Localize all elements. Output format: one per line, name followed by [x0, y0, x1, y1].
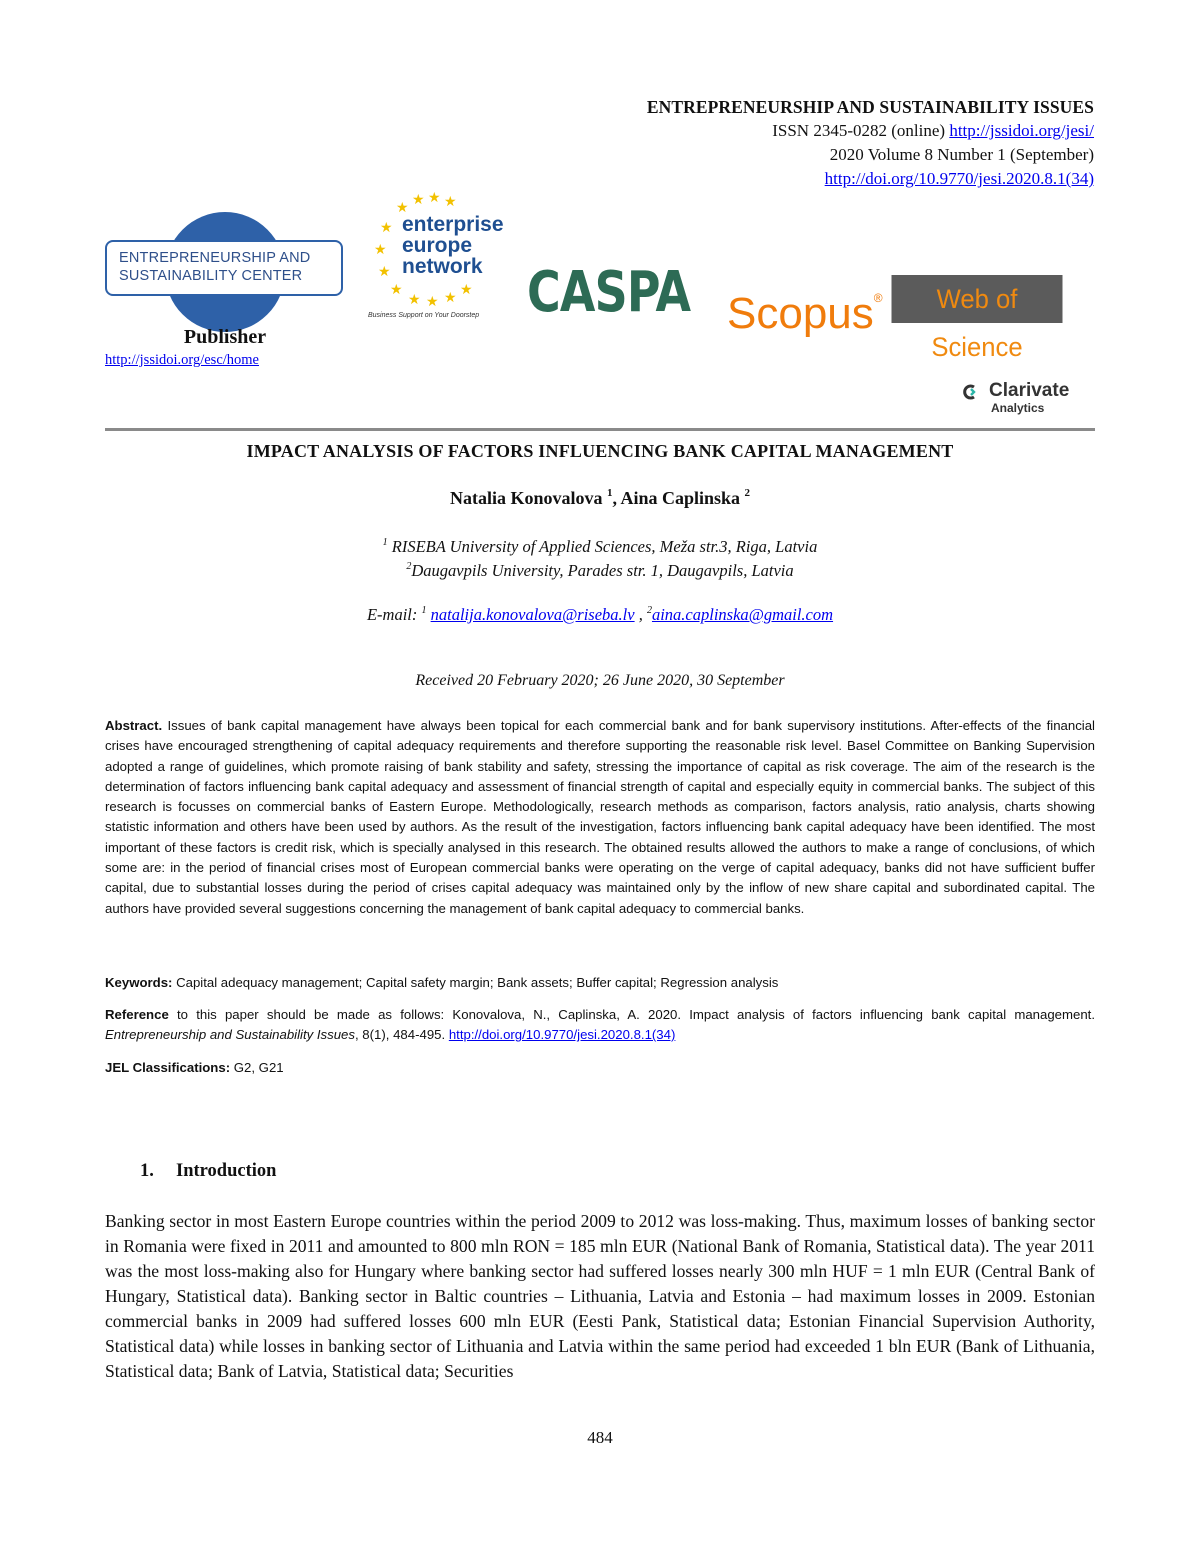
jel-label: JEL Classifications: — [105, 1060, 231, 1075]
star-icon: ★ — [380, 221, 393, 236]
reference-doi-link[interactable]: http://doi.org/10.9770/jesi.2020.8.1(34) — [448, 1027, 676, 1043]
clarivate-logo — [963, 380, 1083, 416]
page-number: 484 — [587, 1428, 613, 1447]
scopus-logo — [727, 272, 883, 340]
email-line — [105, 605, 1095, 625]
star-icon: ★ — [396, 201, 409, 216]
section-heading — [140, 1161, 276, 1182]
affiliation-2-text: Daugavpils University, Parades str. 1, Daugavpils, Latvia — [411, 561, 794, 580]
reference — [105, 1005, 1095, 1046]
star-icon: ★ — [444, 195, 457, 210]
esc-logo-line2: SUSTAINABILITY CENTER — [119, 268, 303, 284]
star-icon: ★ — [408, 293, 421, 308]
email-2-sup: 2 — [646, 605, 652, 616]
header-divider — [105, 428, 1095, 431]
author-2-sup: 2 — [744, 487, 751, 499]
affiliation-2-sup: 2 — [406, 561, 412, 572]
issn-label: ISSN 2345-0282 (online) — [772, 121, 946, 140]
reference-journal: Entrepreneurship and Sustainability Issues — [105, 1027, 355, 1043]
received-dates: Received 20 February 2020; 26 June 2020, 30 September — [415, 672, 785, 689]
authors-line — [105, 487, 1095, 509]
jel-text: G2, G21 — [233, 1060, 284, 1075]
author-separator: , — [612, 488, 617, 508]
abstract-text: Issues of bank capital management have always been topical for each commercial bank and for bank supervisory institutions. After-effects of the financial crises have encouraged strengthening of capital adequacy requirements and therefore supporting the reasonable risk level. Basel Committee on Banking Supervision adopted a range of guidelines, which promote raising of bank stability and safety, stressing the importance of capital as risk coverage. The aim of the research is the determination of factors influencing bank capital adequacy and assessment of financial strength of capital and especially equity in commercial banks. The subject of this research is focusses on commercial banks of Eastern Europe. Methodologically, research methods as comparison, factors analysis, ratio analysis, charts showing statistic information and others have been used by authors. As the result of the investigation, factors influencing bank capital adequacy have been identified. The most important of these factors is credit risk, which is specially analysed in this research. The obtained results allowed the authors to make a range of conclusions, of which some are: in the period of financial crises most of European commercial banks were operating on the verge of capital adequacy, banks did not have sufficient buffer capital, due to substantial losses during the period of crises capital adequacy was maintained only by the inflow of new share capital and subordinated capital. The authors have provided several suggestions concerning the management of bank capital adequacy to commercial banks. — [105, 718, 1095, 916]
clarivate-name: Clarivate — [989, 380, 1070, 401]
caspa-logo: CASPA — [527, 260, 691, 325]
reference-text: to this paper should be made as follows: Konovalova, N., Caplinska, A. 2020. Impact analysis of factors influencing bank capital management. — [177, 1007, 1096, 1022]
star-icon: ★ — [378, 265, 391, 280]
abstract-label: Abstract. — [105, 718, 163, 733]
email-separator: , — [638, 605, 643, 624]
enterprise-europe-network-logo — [368, 192, 518, 327]
publisher-link[interactable]: http://jssidoi.org/esc/home — [105, 352, 259, 368]
star-icon: ★ — [444, 291, 457, 306]
email-label: E-mail: — [366, 605, 418, 624]
star-icon: ★ — [428, 191, 441, 206]
star-icon: ★ — [374, 243, 387, 258]
reference-pages: , 8(1), 484-495. — [354, 1027, 446, 1043]
abstract — [105, 716, 1095, 919]
doi-link[interactable]: http://doi.org/10.9770/jesi.2020.8.1(34) — [824, 169, 1094, 188]
een-line1: enterprise — [402, 213, 504, 236]
introduction-paragraph: Banking sector in most Eastern Europe countries within the period 2009 to 2012 was loss-making. Thus, maximum losses of banking sector in Romania were fixed in 2011 and amounted to 800 mln RON = 185 mln EUR (National Bank of Romania, Statistical data). The year 2011 was the most loss-making also for Hungary where banking sector had suffered losses nearly 300 mln HUF = 1 mln EUR (Central Bank of Hungary, Statistical data). Banking sector in Baltic countries – Lithuania, Latvia and Estonia – had maximum losses in 2009. Estonian commercial banks in 2009 had suffered losses 600 mln EUR (Eesti Pank, Statistical data; Estonian Financial Supervision Authority, Statistical data) while losses in banking sector of Lithuania and Latvia within the same period had exceeded 1 bln EUR (Bank of Lithuania, Statistical data; Bank of Latvia, Statistical data; Securities — [105, 1211, 1095, 1381]
scopus-wordmark: Scopus — [727, 289, 874, 338]
affiliation-1-sup: 1 — [382, 537, 388, 548]
een-wordmark — [402, 214, 504, 277]
author-2: Aina Caplinska — [620, 488, 741, 508]
esc-logo-line1: ENTREPRENEURSHIP AND — [119, 250, 311, 266]
section-title: Introduction — [176, 1161, 277, 1181]
clarivate-subname: Analytics — [991, 401, 1045, 415]
star-icon: ★ — [426, 295, 439, 310]
author-1-sup: 1 — [606, 487, 613, 499]
affiliation-1 — [105, 537, 1095, 557]
journal-title: ENTREPRENEURSHIP AND SUSTAINABILITY ISSUES — [646, 97, 1094, 117]
keywords-text: Capital adequacy management; Capital safety margin; Bank assets; Buffer capital; Regression analysis — [176, 975, 779, 990]
section-number: 1. — [140, 1161, 154, 1181]
publisher-label: Publisher — [183, 326, 267, 348]
volume-line: 2020 Volume 8 Number 1 (September) — [829, 145, 1094, 164]
affiliation-1-text: RISEBA University of Applied Sciences, Meža str.3, Riga, Latvia — [391, 537, 818, 556]
email-1-sup: 1 — [421, 605, 427, 616]
issn-line — [394, 119, 1094, 143]
email-1-link[interactable]: natalija.konovalova@riseba.lv — [430, 605, 635, 624]
jel-classifications — [105, 1058, 1095, 1078]
een-tagline: Business Support on Your Doorstep — [368, 312, 480, 319]
clarivate-mark-icon — [963, 384, 979, 400]
email-2-link[interactable]: aina.caplinska@gmail.com — [651, 605, 834, 624]
affiliation-2 — [105, 561, 1095, 581]
paper-title: IMPACT ANALYSIS OF FACTORS INFLUENCING BANK CAPITAL MANAGEMENT — [246, 441, 954, 461]
esc-logo-box — [105, 240, 343, 296]
star-icon: ★ — [460, 283, 473, 298]
star-icon: ★ — [390, 283, 403, 298]
reference-label: Reference — [105, 1007, 169, 1022]
journal-header — [394, 95, 1094, 191]
star-icon: ★ — [412, 193, 425, 208]
keywords — [105, 973, 1095, 993]
keywords-label: Keywords: — [105, 975, 173, 990]
een-line2: europe — [402, 234, 473, 257]
registered-mark: ® — [873, 291, 883, 305]
web-of-science-logo: Web of Science — [892, 275, 1063, 323]
journal-url-link[interactable]: http://jssidoi.org/jesi/ — [949, 121, 1094, 140]
author-1: Natalia Konovalova — [449, 488, 603, 508]
een-line3: network — [402, 255, 483, 278]
